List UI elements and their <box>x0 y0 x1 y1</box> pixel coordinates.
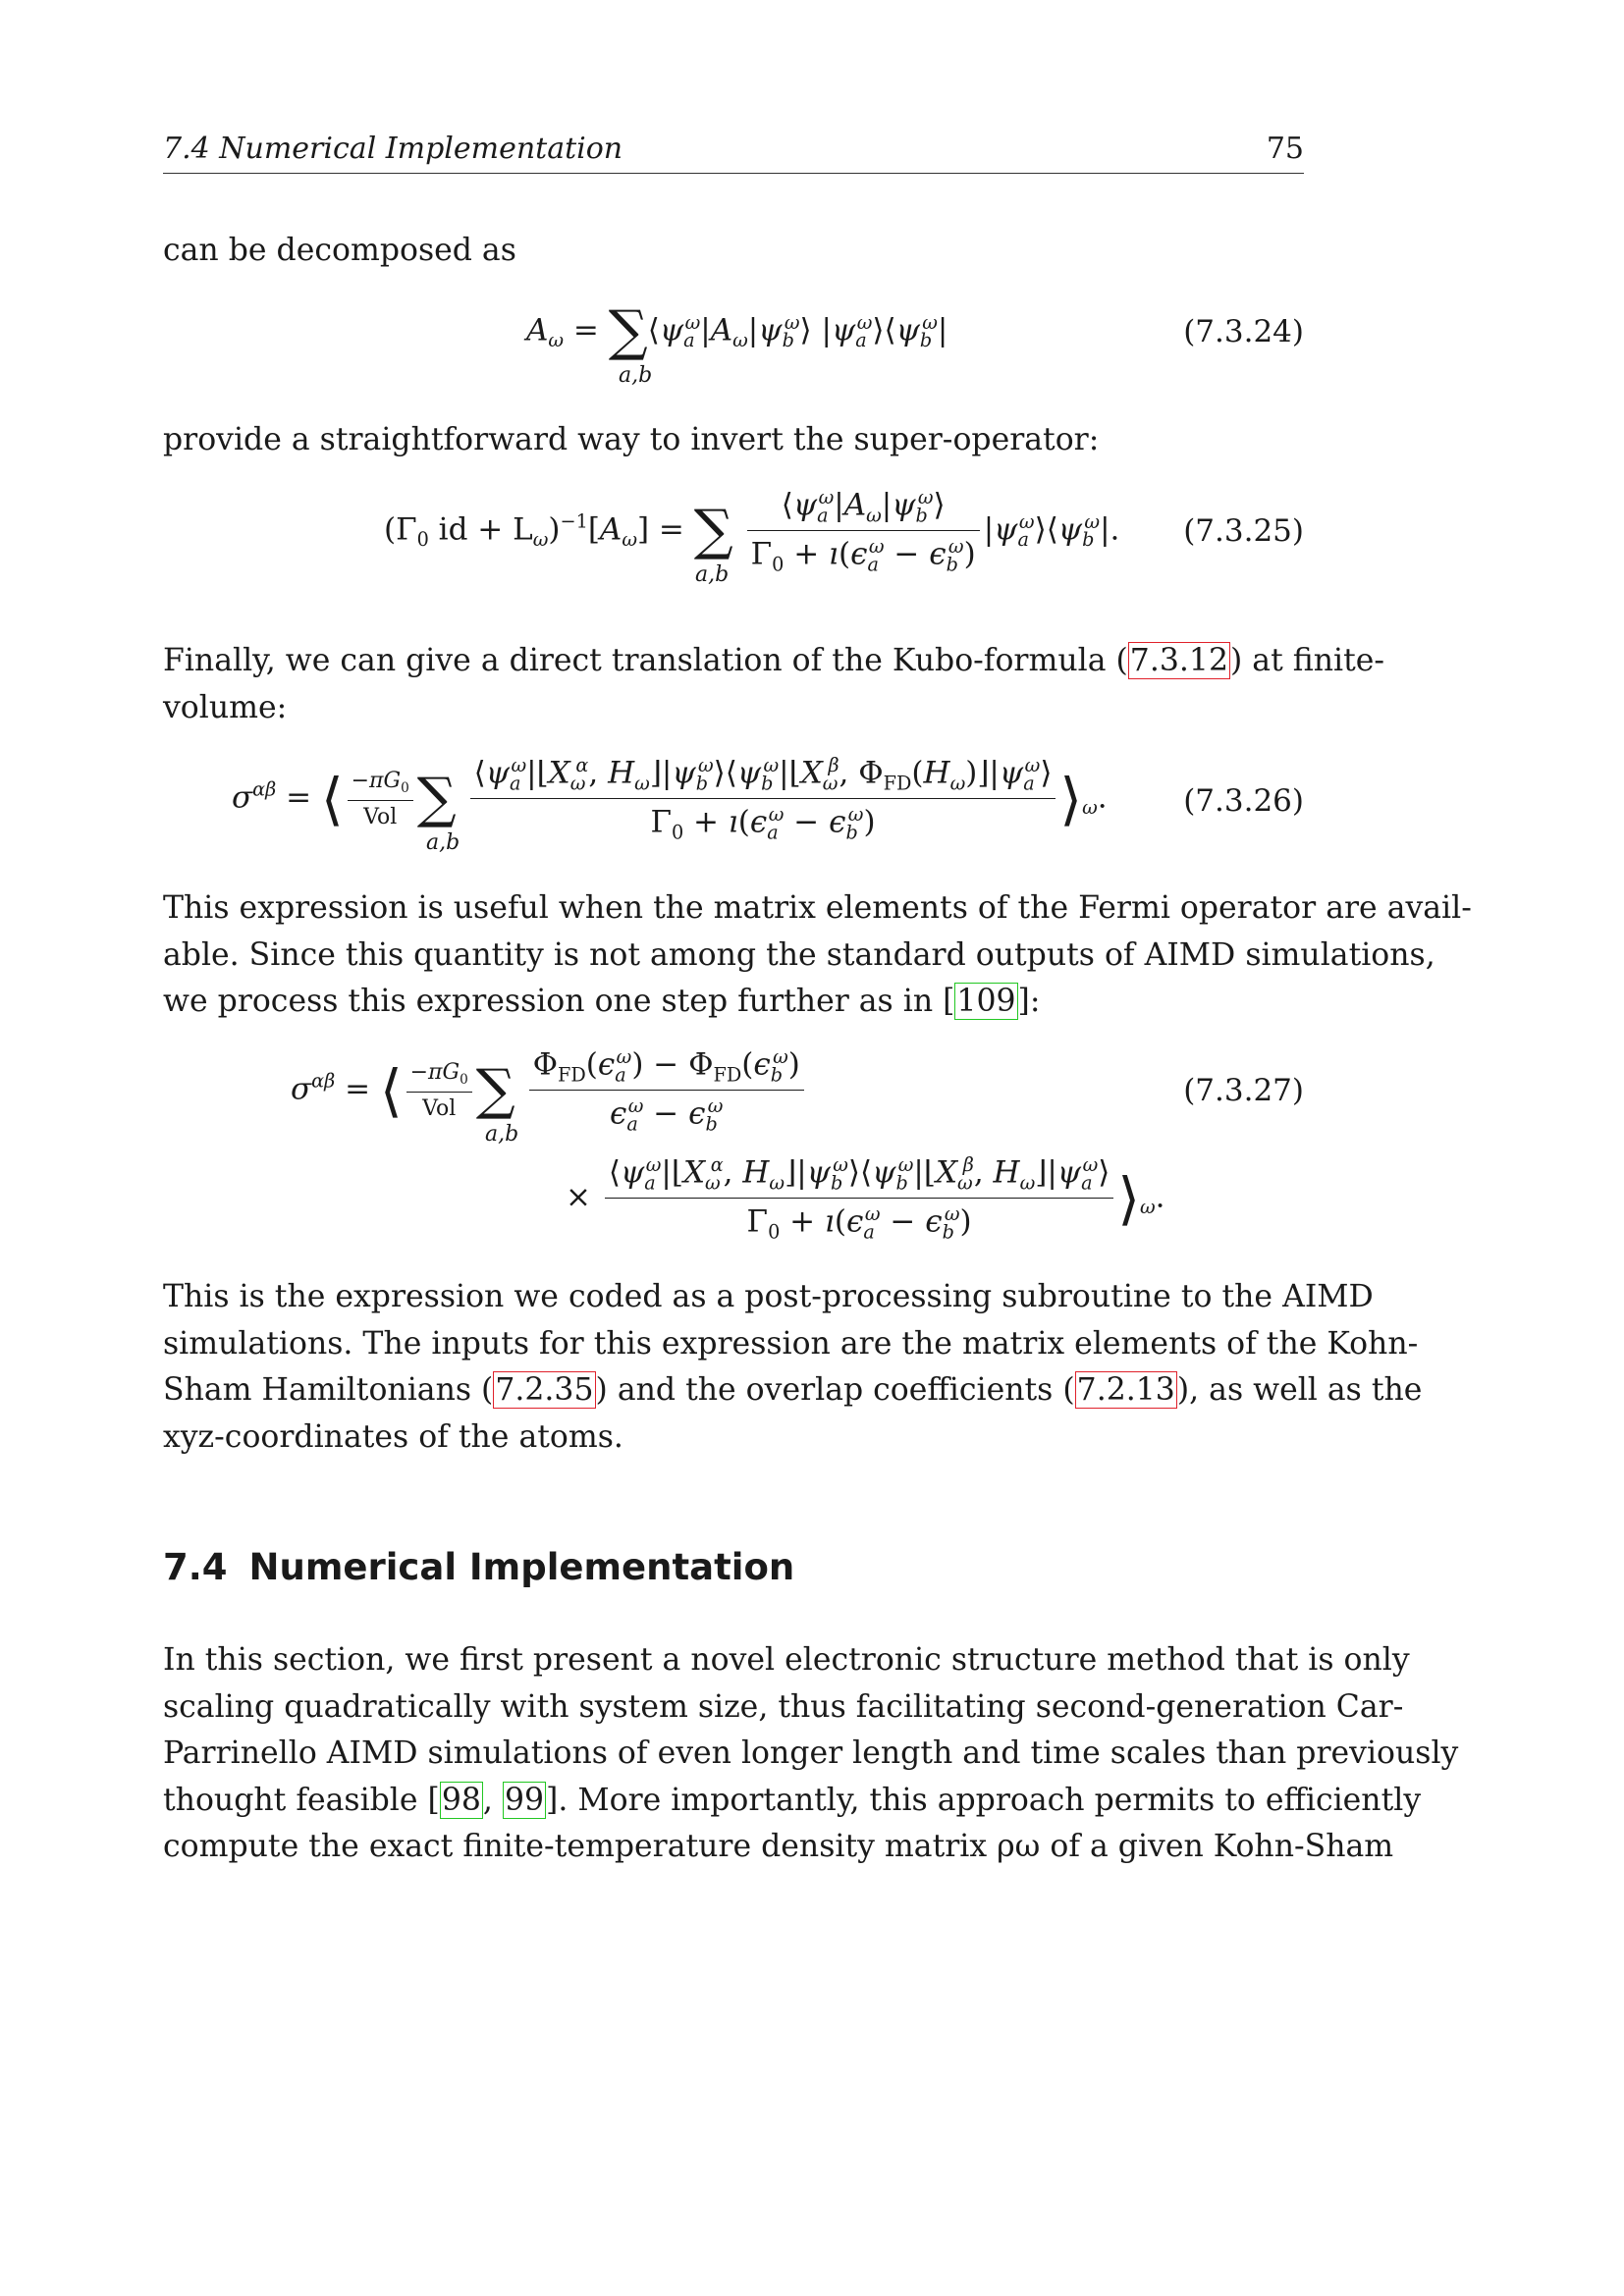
paragraph-postprocessing <box>163 1274 1423 1461</box>
paragraph-line: compute the exact finite-temperature density matrix ρω of a given Kohn-Sham <box>163 1829 1394 1864</box>
section-number: 7.4 <box>163 1546 228 1588</box>
paragraph-line: scaling quadratically with system size, thus facilitating second-generation Car- <box>163 1688 1404 1725</box>
page-number: 75 <box>1266 132 1304 166</box>
equation-7-3-25 <box>163 486 1304 594</box>
paragraph-line: xyz-coordinates of the atoms. <box>163 1418 623 1455</box>
paragraph-text: provide a straightforward way to invert the super-operator: <box>163 422 1100 457</box>
citation-99[interactable]: 99 <box>504 1782 545 1818</box>
citation-109[interactable]: 109 <box>956 984 1016 1019</box>
paragraph-line: Finally, we can give a direct translation of the Kubo-formula (7.3.12) at finite- <box>163 643 1385 678</box>
fraction: $\frac{⟨\psi_a^\omega|A_\omega|\psi_b^\omega⟩}{\Gamma_0 + ı(\epsilon_a^\omega - \epsilon_b^\omega)}$ <box>747 486 980 576</box>
sum-limits: a,b <box>619 363 653 388</box>
paragraph-section-intro <box>163 1637 1459 1871</box>
citation-98[interactable]: 98 <box>441 1782 481 1818</box>
sum-limits: a,b <box>695 562 730 587</box>
fraction: $\frac{⟨\psi_a^\omega|⌊X_\omega^\alpha, H_\omega⌋|\psi_b^\omega⟩⟨\psi_b^\omega|⌊X_\omega^\beta, \Phi_{FD}(H_\omega)⌋|\psi_a^\omega⟩}{\Gamma_0 + ı(\epsilon_a^\omega - \epsilon_b^\omega)}$ <box>470 754 1056 844</box>
paragraph-line: thought feasible [98, 99]. More importantly, this approach permits to efficiently <box>163 1782 1422 1818</box>
paragraph-invert <box>163 417 1304 464</box>
equation-ref-7-2-13[interactable]: 7.2.13 <box>1076 1372 1175 1408</box>
paragraph-line: volume: <box>163 689 288 725</box>
paragraph-line: Parrinello AIMD simulations of even longer length and time scales than previously <box>163 1735 1459 1771</box>
paragraph-line: simulations. The inputs for this expression are the matrix elements of the Kohn- <box>163 1325 1419 1362</box>
equation-number: (7.3.24) <box>1183 314 1304 349</box>
equation-body-line1: $\sigma^{\alpha\beta}$ = ⟨ $\frac{-\pi G_0}{\text{Vol}}$ ∑ $\frac{\Phi_{FD}(\epsilon_a^\omega) - \Phi_{FD}(\epsilon_b^\omega)}{\epsilon_a^\omega - \epsilon_b^\omega}$ <box>291 1045 808 1136</box>
paragraph-line: we process this expression one step further as in [109]: <box>163 984 1041 1019</box>
running-header <box>163 130 1304 174</box>
equation-7-3-26 <box>163 754 1304 862</box>
equation-body: ($\Gamma_0$ id + $L_\omega)^{-1}[A_\omega]$ = ∑ $\frac{⟨\psi_a^\omega|A_\omega|\psi_b^\omega⟩}{\Gamma_0 + ı(\epsilon_a^\omega - \epsilon_b^\omega)}$ $|\psi_a^\omega⟩⟨\psi_b^\omega|$. <box>384 486 1120 576</box>
equation-7-3-27 <box>163 1045 1304 1261</box>
section-title: Numerical Implementation <box>248 1546 795 1588</box>
equation-number: (7.3.25) <box>1183 513 1304 549</box>
paragraph-line: Sham Hamiltonians (7.2.35) and the overlap coefficients (7.2.13), as well as the <box>163 1372 1423 1408</box>
equation-number: (7.3.27) <box>1183 1073 1304 1108</box>
equation-ref-7-3-12[interactable]: 7.3.12 <box>1129 643 1228 678</box>
equation-body-line2: × $\frac{⟨\psi_a^\omega|⌊X_\omega^\alpha, H_\omega⌋|\psi_b^\omega⟩⟨\psi_b^\omega|⌊X_\omega^\beta, H_\omega⌋|\psi_a^\omega⟩}{\Gamma_0 + ı(\epsilon_a^\omega - \epsilon_b^\omega)}$ $⟩_\omega$. <box>566 1153 1165 1244</box>
paragraph-line: This expression is useful when the matrix elements of the Fermi operator are avail- <box>163 890 1472 926</box>
section-heading <box>163 1546 816 1588</box>
equation-number: (7.3.26) <box>1183 783 1304 819</box>
paragraph-fermi <box>163 885 1472 1026</box>
fraction: $\frac{⟨\psi_a^\omega|⌊X_\omega^\alpha, H_\omega⌋|\psi_b^\omega⟩⟨\psi_b^\omega|⌊X_\omega^\beta, H_\omega⌋|\psi_a^\omega⟩}{\Gamma_0 + ı(\epsilon_a^\omega - \epsilon_b^\omega)}$ <box>605 1153 1114 1244</box>
sum-limits: a,b <box>426 830 460 855</box>
paragraph-intro <box>163 228 1304 275</box>
paragraph-line: This is the expression we coded as a post-processing subroutine to the AIMD <box>163 1279 1374 1314</box>
paragraph-text: can be decomposed as <box>163 233 516 268</box>
fraction: $\frac{\Phi_{FD}(\epsilon_a^\omega) - \Phi_{FD}(\epsilon_b^\omega)}{\epsilon_a^\omega - \epsilon_b^\omega}$ <box>529 1045 804 1136</box>
header-section-title: 7.4 Numerical Implementation <box>163 132 623 166</box>
equation-7-3-24 <box>163 299 1304 393</box>
paragraph-kubo <box>163 638 1385 731</box>
equation-ref-7-2-35[interactable]: 7.2.35 <box>495 1372 594 1408</box>
equation-body: $\sigma^{\alpha\beta}$ = ⟨ $\frac{-\pi G_0}{\text{Vol}}$ ∑ $\frac{⟨\psi_a^\omega|⌊X_\omega^\alpha, H_\omega⌋|\psi_b^\omega⟩⟨\psi_b^\omega|⌊X_\omega^\beta, \Phi_{FD}(H_\omega)⌋|\psi_a^\omega⟩}{\Gamma_0 + ı(\epsilon_a^\omega - \epsilon_b^\omega)}$ $⟩_\omega$. <box>232 754 1108 844</box>
paragraph-line: able. Since this quantity is not among the standard outputs of AIMD simulations, <box>163 936 1435 973</box>
sum-limits: a,b <box>485 1122 519 1147</box>
paragraph-line: In this section, we first present a novel electronic structure method that is only <box>163 1642 1410 1678</box>
equation-body: $A_\omega$ = $\sum⟨\psi_a^\omega|A_\omega|\psi_b^\omega⟩$ $|\psi_a^\omega⟩⟨\psi_b^\omega|$ <box>526 299 948 363</box>
